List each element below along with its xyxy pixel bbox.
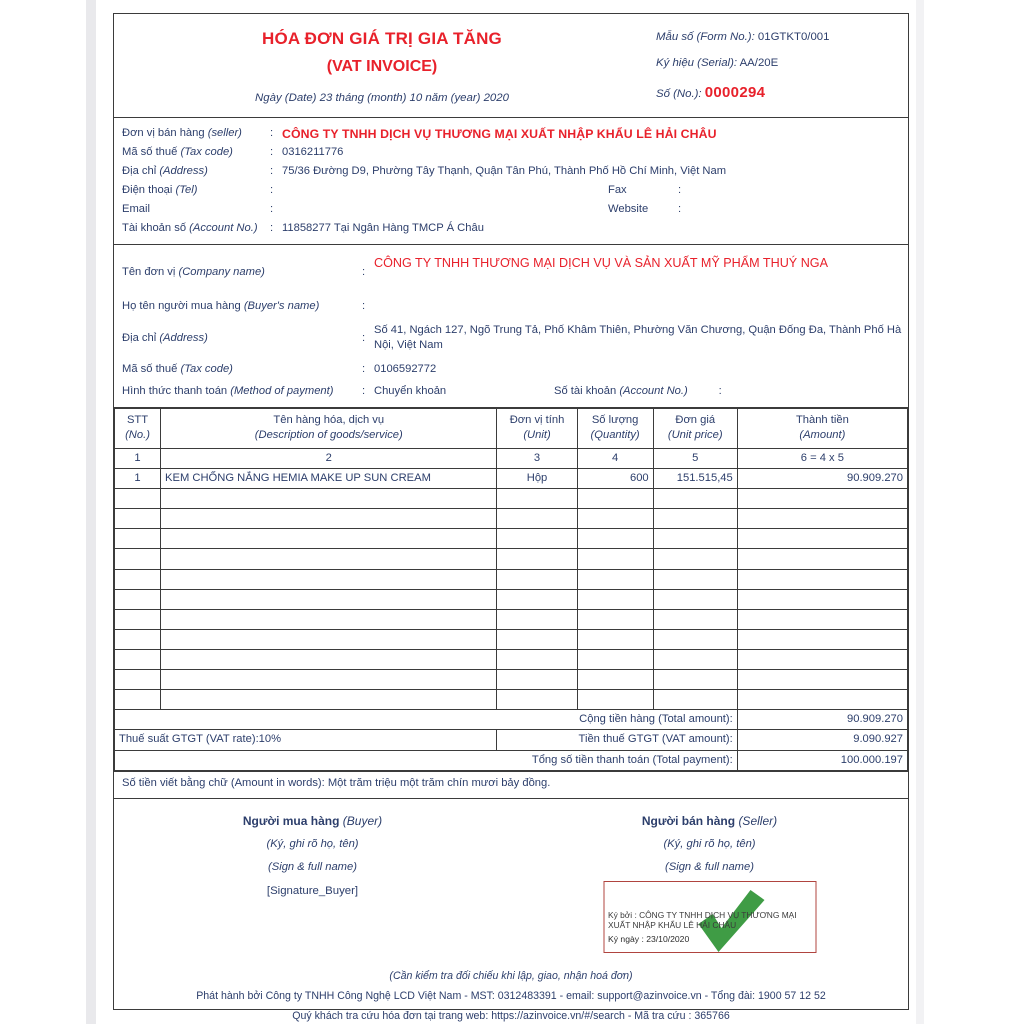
seller-name-label-en: (seller): [207, 126, 242, 139]
buyer-signature-column: [114, 813, 511, 964]
line-items-header-row: [115, 408, 908, 448]
amount-in-words-label: [122, 777, 328, 789]
blank-cell: [161, 569, 497, 589]
page-right-gutter: [916, 0, 924, 1024]
seller-name-value: CÔNG TY TNHH DỊCH VỤ THƯƠNG MẠI XUẤT NHẬP KHẨU LÊ HẢI CHÂU: [282, 126, 717, 141]
col-header-amount-en: (Amount): [799, 429, 846, 442]
blank-cell: [115, 629, 161, 649]
seller-tel-colon: :: [270, 184, 274, 197]
seller-account-label-vi: Tài khoản số: [122, 222, 187, 235]
blank-cell: [161, 509, 497, 529]
line-items-head: [115, 408, 908, 468]
seller-tax-value: 0316211776: [282, 146, 344, 159]
blank-cell: [497, 589, 577, 609]
seller-account-colon: :: [270, 222, 274, 235]
blank-cell: [737, 549, 907, 569]
table-row-blank: [115, 690, 908, 710]
seller-signature-sub-vi: (Ký, ghi rõ họ, tên): [663, 837, 756, 850]
seller-fax-value: [690, 183, 908, 198]
seller-signature-column: [511, 813, 908, 964]
vat-rate-label: Thuế suất GTGT (VAT rate):10%: [115, 730, 497, 750]
seller-address-row: [114, 163, 908, 182]
table-row-blank: [115, 509, 908, 529]
buyer-address-colon: :: [362, 331, 366, 344]
buyer-signature-title-en: (Buyer): [342, 813, 383, 828]
blank-cell: [115, 569, 161, 589]
col-header-unit: [497, 408, 577, 448]
seller-website-colon: :: [678, 203, 682, 216]
column-number-5: 5: [653, 448, 737, 468]
stamp-signed-date: Ký ngày : 23/10/2020: [608, 934, 690, 945]
blank-cell: [577, 670, 653, 690]
invoice-title-vi: HÓA ĐƠN GIÁ TRỊ GIA TĂNG: [262, 29, 502, 48]
digital-signature-stamp: [603, 881, 816, 953]
footer-lookup: Quý khách tra cứu hóa đơn tại trang web: https://azinvoice.vn/#/search - Mã tra cứu : 365766: [292, 1009, 730, 1022]
table-row: [115, 469, 908, 489]
buyer-company-colon: :: [362, 265, 366, 278]
column-number-4: 4: [577, 448, 653, 468]
buyer-name-label-en: (Buyer's name): [243, 300, 320, 313]
seller-address-label: [122, 164, 270, 179]
row-quantity: 600: [577, 469, 653, 489]
blank-cell: [653, 670, 737, 690]
signature-section: [114, 799, 908, 964]
total-payment-row: [115, 750, 908, 770]
invoice-date-line: Ngày (Date) 23 tháng (month) 10 năm (year) 2020: [255, 91, 509, 104]
buyer-tax-label-vi: Mã số thuế: [122, 363, 178, 376]
buyer-payment-row: [114, 381, 908, 403]
buyer-tax-colon: :: [362, 363, 366, 376]
buyer-block: [114, 245, 908, 408]
buyer-signature-placeholder: [Signature_Buyer]: [266, 885, 359, 898]
seller-tax-row: [114, 144, 908, 163]
buyer-payment-label: [122, 384, 362, 399]
column-number-row: [115, 448, 908, 468]
seller-fax-group: [608, 183, 908, 198]
line-items-table: [114, 408, 908, 771]
total-payment-label: Tổng số tiền thanh toán (Total payment):: [115, 750, 738, 770]
blank-cell: [577, 629, 653, 649]
table-row-blank: [115, 650, 908, 670]
seller-tel-label-vi: Điện thoại: [122, 184, 173, 197]
blank-cell: [161, 690, 497, 710]
invoice-number-label: Số (No.):: [656, 87, 702, 100]
line-items-body: [115, 469, 908, 771]
row-amount: 90.909.270: [737, 469, 907, 489]
blank-cell: [115, 509, 161, 529]
row-no: 1: [115, 469, 161, 489]
invoice-document: [113, 13, 909, 1022]
serial-value: AA/20E: [739, 57, 779, 70]
invoice-title-block: [114, 14, 650, 117]
blank-cell: [653, 650, 737, 670]
blank-cell: [737, 509, 907, 529]
buyer-company-label-vi: Tên đơn vị: [122, 265, 176, 278]
buyer-account-colon: :: [718, 385, 722, 398]
blank-cell: [653, 489, 737, 509]
col-header-description: [161, 408, 497, 448]
seller-signature-sub-en: (Sign & full name): [665, 860, 754, 873]
seller-tax-label: [122, 145, 270, 160]
buyer-name-colon: :: [362, 300, 366, 313]
table-row-blank: [115, 529, 908, 549]
seller-tax-label-vi: Mã số thuế: [122, 146, 178, 159]
table-row-blank: [115, 670, 908, 690]
buyer-payment-value: Chuyển khoản: [374, 385, 447, 398]
blank-cell: [115, 589, 161, 609]
blank-cell: [161, 670, 497, 690]
blank-cell: [653, 609, 737, 629]
col-header-quantity-vi: Số lượng: [591, 413, 639, 426]
buyer-payment-label-vi: Hình thức thanh toán: [122, 385, 228, 398]
col-header-no: [115, 408, 161, 448]
invoice-meta-block: [650, 14, 908, 117]
col-header-quantity: [577, 408, 653, 448]
seller-name-colon: :: [270, 126, 274, 139]
table-row-blank: [115, 569, 908, 589]
buyer-account-group: [554, 384, 908, 399]
blank-cell: [497, 650, 577, 670]
buyer-address-label-vi: Địa chỉ: [122, 331, 157, 344]
buyer-tax-label: [122, 362, 362, 377]
blank-cell: [737, 609, 907, 629]
buyer-address-label: [122, 323, 362, 346]
blank-cell: [653, 589, 737, 609]
blank-cell: [497, 509, 577, 529]
blank-cell: [161, 650, 497, 670]
buyer-signature-sub-vi: (Ký, ghi rõ họ, tên): [266, 837, 359, 850]
vat-amount-value: 9.090.927: [737, 730, 907, 750]
total-amount-value: 90.909.270: [737, 710, 907, 730]
seller-block: [114, 118, 908, 245]
seller-address-label-en: (Address): [159, 165, 208, 178]
buyer-signature-title-vi: Người mua hàng: [242, 813, 340, 828]
col-header-amount-vi: Thành tiền: [795, 413, 849, 426]
table-row-blank: [115, 489, 908, 509]
buyer-company-row: [114, 249, 908, 296]
blank-cell: [161, 629, 497, 649]
blank-cell: [497, 489, 577, 509]
blank-cell: [161, 589, 497, 609]
buyer-payment-colon: :: [362, 385, 366, 398]
total-amount-label: Cộng tiền hàng (Total amount):: [115, 710, 738, 730]
blank-cell: [497, 670, 577, 690]
seller-email-label: Email: [122, 203, 150, 216]
col-header-amount: [737, 408, 907, 448]
buyer-address-value: Số 41, Ngách 127, Ngõ Trung Tả, Phố Khâm Thiên, Phường Văn Chương, Quận Đống Đa, Thành Phố Hà Nội, Việt Nam: [374, 323, 902, 351]
buyer-name-label-vi: Họ tên người mua hàng: [122, 300, 241, 313]
blank-cell: [737, 529, 907, 549]
blank-cell: [653, 529, 737, 549]
vat-amount-label: Tiền thuế GTGT (VAT amount):: [497, 730, 737, 750]
blank-cell: [737, 569, 907, 589]
blank-cell: [497, 549, 577, 569]
seller-email-colon: :: [270, 203, 274, 216]
col-header-no-en: (No.): [125, 429, 150, 442]
blank-cell: [497, 529, 577, 549]
col-header-unit-price-vi: Đơn giá: [675, 413, 716, 426]
blank-cell: [497, 609, 577, 629]
blank-cell: [161, 529, 497, 549]
blank-cell: [737, 650, 907, 670]
seller-account-value: 11858277 Tại Ngân Hàng TMCP Á Châu: [282, 222, 484, 235]
seller-tel-label: [122, 183, 270, 198]
buyer-name-row: [114, 296, 908, 318]
buyer-company-label: [122, 254, 362, 280]
seller-tel-fax-row: [114, 182, 908, 201]
seller-address-label-vi: Địa chỉ: [122, 165, 157, 178]
amount-in-words-value: Một trăm triệu một trăm chín mươi bảy đồng.: [327, 776, 551, 789]
blank-cell: [653, 629, 737, 649]
invoice-footer: [114, 964, 908, 1026]
stamp-signed-by: Ký bởi : CÔNG TY TNHH DỊCH VỤ THƯƠNG MẠI XUẤT NHẬP KHẨU LÊ HẢI CHÂU: [608, 909, 797, 930]
seller-website-label: Website: [608, 203, 649, 216]
blank-cell: [653, 509, 737, 529]
table-row-blank: [115, 549, 908, 569]
seller-signature-title-en: (Seller): [738, 813, 778, 828]
seller-tax-label-en: (Tax code): [180, 146, 233, 159]
amount-in-words-label-text: Số tiền viết bằng chữ (Amount in words):: [122, 776, 325, 789]
col-header-no-vi: STT: [126, 413, 149, 426]
buyer-signature-title: [114, 813, 511, 829]
blank-cell: [161, 609, 497, 629]
blank-cell: [115, 650, 161, 670]
column-number-6: 6 = 4 x 5: [737, 448, 907, 468]
blank-cell: [115, 609, 161, 629]
blank-cell: [653, 569, 737, 589]
blank-cell: [577, 589, 653, 609]
blank-cell: [161, 489, 497, 509]
serial-label: Ký hiệu (Serial):: [656, 57, 738, 70]
seller-website-group: [608, 202, 908, 217]
buyer-tax-label-en: (Tax code): [180, 363, 233, 376]
row-unit-price: 151.515,45: [653, 469, 737, 489]
blank-cell: [737, 670, 907, 690]
buyer-name-label: [122, 299, 362, 314]
table-row-blank: [115, 629, 908, 649]
buyer-account-label: [554, 384, 688, 399]
blank-cell: [737, 629, 907, 649]
blank-cell: [115, 529, 161, 549]
form-number-label: Mẫu số (Form No.):: [656, 31, 755, 43]
seller-name-label-vi: Đơn vị bán hàng: [122, 126, 205, 139]
seller-tel-label-en: (Tel): [175, 184, 198, 197]
buyer-payment-label-en: (Method of payment): [230, 385, 334, 398]
col-header-unit-price: [653, 408, 737, 448]
invoice-title-en: (VAT INVOICE): [326, 57, 438, 75]
invoice-number-line: [656, 83, 908, 103]
blank-cell: [653, 690, 737, 710]
blank-cell: [115, 489, 161, 509]
col-header-unit-vi: Đơn vị tính: [509, 413, 565, 426]
buyer-signature-sub-en: (Sign & full name): [268, 860, 357, 873]
row-unit: Hộp: [497, 469, 577, 489]
blank-cell: [577, 690, 653, 710]
seller-fax-label: Fax: [608, 184, 627, 197]
column-number-1: 1: [115, 448, 161, 468]
total-payment-value: 100.000.197: [737, 750, 907, 770]
seller-tax-colon: :: [270, 146, 274, 159]
blank-cell: [577, 509, 653, 529]
footer-issuer: Phát hành bởi Công ty TNHH Công Nghệ LCD Việt Nam - MST: 0312483391 - email: support@azinvoice.vn - Tổng đài: 1900 57 12 52: [196, 989, 826, 1002]
seller-name-label: [122, 126, 270, 141]
blank-cell: [497, 690, 577, 710]
seller-signature-title-vi: Người bán hàng: [641, 813, 736, 828]
seller-address-value: 75/36 Đường D9, Phường Tây Thạnh, Quận Tân Phú, Thành Phố Hồ Chí Minh, Việt Nam: [282, 165, 727, 178]
blank-cell: [115, 670, 161, 690]
amount-in-words-row: [114, 771, 908, 799]
column-number-2: 2: [161, 448, 497, 468]
serial-line: [656, 56, 908, 71]
blank-cell: [737, 489, 907, 509]
page-left-gutter: [86, 0, 96, 1024]
blank-cell: [737, 589, 907, 609]
blank-cell: [115, 690, 161, 710]
seller-account-label-en: (Account No.): [189, 222, 258, 235]
buyer-address-row: [114, 318, 908, 359]
col-header-description-vi: Tên hàng hóa, dịch vụ: [273, 413, 385, 426]
invoice-number-value: 0000294: [704, 83, 766, 101]
col-header-unit-en: (Unit): [523, 429, 551, 442]
blank-cell: [653, 549, 737, 569]
buyer-tax-row: [114, 359, 908, 381]
form-number-value: 01GTKT0/001: [757, 31, 830, 43]
buyer-account-label-en: (Account No.): [619, 385, 688, 398]
seller-fax-colon: :: [678, 184, 682, 197]
seller-account-row: [114, 220, 908, 239]
form-number-line: [656, 30, 908, 45]
buyer-account-label-vi: Số tài khoản: [554, 385, 617, 398]
col-header-description-en: (Description of goods/service): [254, 429, 403, 442]
seller-address-colon: :: [270, 165, 274, 178]
column-number-3: 3: [497, 448, 577, 468]
total-amount-row: [115, 710, 908, 730]
seller-website-value: [690, 202, 908, 217]
seller-signature-title: [511, 813, 908, 829]
seller-name-row: [114, 124, 908, 144]
blank-cell: [577, 529, 653, 549]
col-header-quantity-en: (Quantity): [590, 429, 640, 442]
blank-cell: [737, 690, 907, 710]
vat-row: [115, 730, 908, 750]
buyer-company-value: CÔNG TY TNHH THƯƠNG MẠI DỊCH VỤ VÀ SẢN XUẤT MỸ PHẨM THUÝ NGA: [374, 255, 829, 270]
seller-account-label: [122, 221, 270, 236]
invoice-header: [114, 14, 908, 118]
col-header-unit-price-en: (Unit price): [667, 429, 723, 442]
row-description: KEM CHỐNG NẮNG HEMIA MAKE UP SUN CREAM: [161, 469, 497, 489]
blank-cell: [577, 489, 653, 509]
blank-cell: [577, 569, 653, 589]
blank-cell: [577, 650, 653, 670]
blank-cell: [497, 629, 577, 649]
buyer-address-label-en: (Address): [159, 331, 208, 344]
blank-cell: [115, 549, 161, 569]
blank-cell: [497, 569, 577, 589]
blank-cell: [577, 609, 653, 629]
buyer-tax-value: 0106592772: [374, 363, 437, 376]
seller-email-website-row: [114, 201, 908, 220]
table-row-blank: [115, 589, 908, 609]
blank-cell: [161, 549, 497, 569]
blank-cell: [577, 549, 653, 569]
footer-note: (Cần kiểm tra đối chiếu khi lập, giao, nhận hoá đơn): [389, 969, 633, 982]
buyer-company-label-en: (Company name): [178, 265, 265, 278]
table-row-blank: [115, 609, 908, 629]
